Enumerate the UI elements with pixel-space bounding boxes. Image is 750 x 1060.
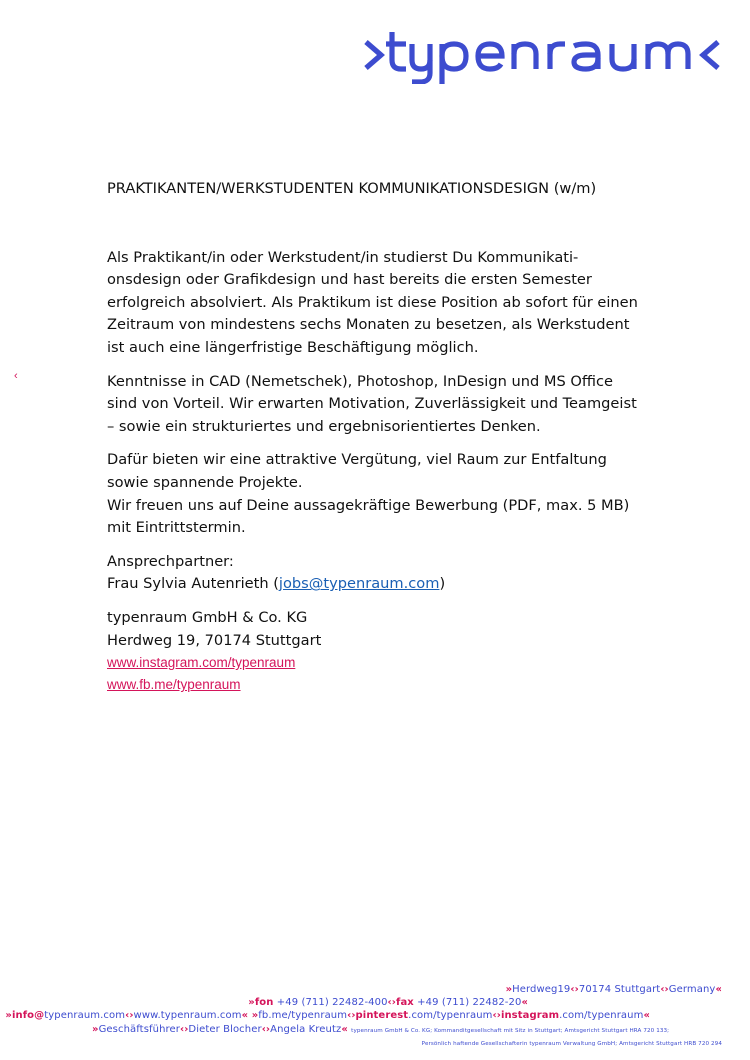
company-address: Herdweg 19, 70174 Stuttgart (107, 631, 322, 649)
legal-notice-2: Persönlich haftende Gesellschafterin typenraum Verwaltung GmbH; Amtsgericht Stuttgart HRB 720 294 (421, 1041, 722, 1047)
margin-mark: ‹ (14, 370, 18, 382)
company-name: typenraum GmbH & Co. KG (107, 608, 308, 626)
legal-notice-1: typenraum GmbH & Co. KG; Kommanditgesellschaft mit Sitz in Stuttgart; Amtsgericht Stuttgart HRA 720 133; (351, 1028, 670, 1034)
instagram-path[interactable]: .com/typenraum (559, 1010, 644, 1021)
separator: ‹› (492, 1010, 501, 1021)
pinterest-label[interactable]: pinterest (355, 1010, 409, 1021)
contact-name: Frau Sylvia Autenrieth ( (107, 575, 279, 593)
quote-mark: « » (241, 1010, 259, 1021)
paragraph-application: Wir freuen uns auf Deine aussagekräftige Bewerbung (PDF, max. 5 MB) mit Eintrittstermin. (107, 496, 630, 537)
quote-mark: » (92, 1024, 99, 1035)
director-name-1: Dieter Blocher (188, 1024, 262, 1035)
email-user[interactable]: info@ (11, 1010, 45, 1021)
separator: ‹› (179, 1024, 189, 1035)
facebook-footer-link[interactable]: fb.me/typenraum (258, 1010, 348, 1021)
contact-label: Ansprechpartner: (107, 552, 234, 570)
paragraph-requirements: Als Praktikant/in oder Werkstudent/in studierst Du Kommunikati-onsdesign oder Grafikdesign und hast bereits die ersten Semester erfolgreich absolviert. Als Praktikum ist diese Position ab sofort für einen Zeitraum von mindestens sechs Monaten zu besetzen, als Werkstudent ist auch eine längerfristige Beschäftigung möglich. (107, 248, 638, 356)
footer-country: Germany (668, 984, 716, 995)
separator: ‹› (660, 984, 669, 995)
quote-mark: » (505, 984, 513, 995)
quote-mark: « (643, 1010, 650, 1021)
separator: ‹› (125, 1010, 134, 1021)
quote-mark: « (341, 1024, 348, 1035)
contact-line (107, 573, 647, 596)
contact-close: ) (439, 575, 446, 593)
quote-mark: » (248, 997, 255, 1008)
job-title: PRAKTIKANTEN/WERKSTUDENTEN KOMMUNIKATIONSDESIGN (w/m) (107, 180, 597, 197)
instagram-link[interactable]: www.instagram.com/typenraum (107, 655, 296, 671)
fon-label: fon (254, 997, 274, 1008)
email-domain[interactable]: typenraum.com (44, 1010, 126, 1021)
footer-management (92, 1024, 669, 1035)
instagram-label[interactable]: instagram (500, 1010, 560, 1021)
footer-street: Herdweg19 (512, 984, 571, 995)
footer-city: 70174 Stuttgart (578, 984, 661, 995)
fax-label: fax (396, 997, 414, 1008)
director-name-2: Angela Kreutz (270, 1024, 342, 1035)
separator: ‹› (570, 984, 579, 995)
quote-mark: « (521, 997, 528, 1008)
fon-number[interactable]: +49 (711) 22482-400 (273, 997, 388, 1008)
paragraph-skills: Kenntnisse in CAD (Nemetschek), Photoshop, InDesign und MS Office sind von Vorteil. Wir erwarten Motivation, Zuverlässigkeit und Teamgeist – sowie ein strukturiertes und ergebnisorientiertes Denken. (107, 372, 637, 435)
paragraph-offer: Dafür bieten wir eine attraktive Vergütung, viel Raum zur Entfaltung sowie spannende Projekte. (107, 451, 607, 491)
quote-mark: « (715, 984, 722, 995)
brand-logo (362, 24, 722, 84)
footer-legal (422, 1037, 722, 1048)
fax-number: +49 (711) 22482-20 (413, 997, 522, 1008)
footer-phone (248, 997, 528, 1008)
website-link[interactable]: www.typenraum.com (133, 1010, 242, 1021)
footer-address (506, 984, 722, 995)
quote-mark: » (5, 1010, 12, 1021)
contact-email-link[interactable]: jobs@typenraum.com (278, 575, 440, 593)
typenraum-logo-icon (362, 24, 722, 84)
pinterest-path[interactable]: .com/typenraum (408, 1010, 493, 1021)
footer-web (5, 1010, 650, 1021)
separator: ‹› (387, 997, 396, 1008)
job-posting (107, 178, 647, 696)
separator: ‹› (261, 1024, 271, 1035)
managing-director-label: Geschäftsführer (98, 1024, 180, 1035)
separator: ‹› (347, 1010, 356, 1021)
facebook-link[interactable]: www.fb.me/typenraum (107, 677, 241, 693)
